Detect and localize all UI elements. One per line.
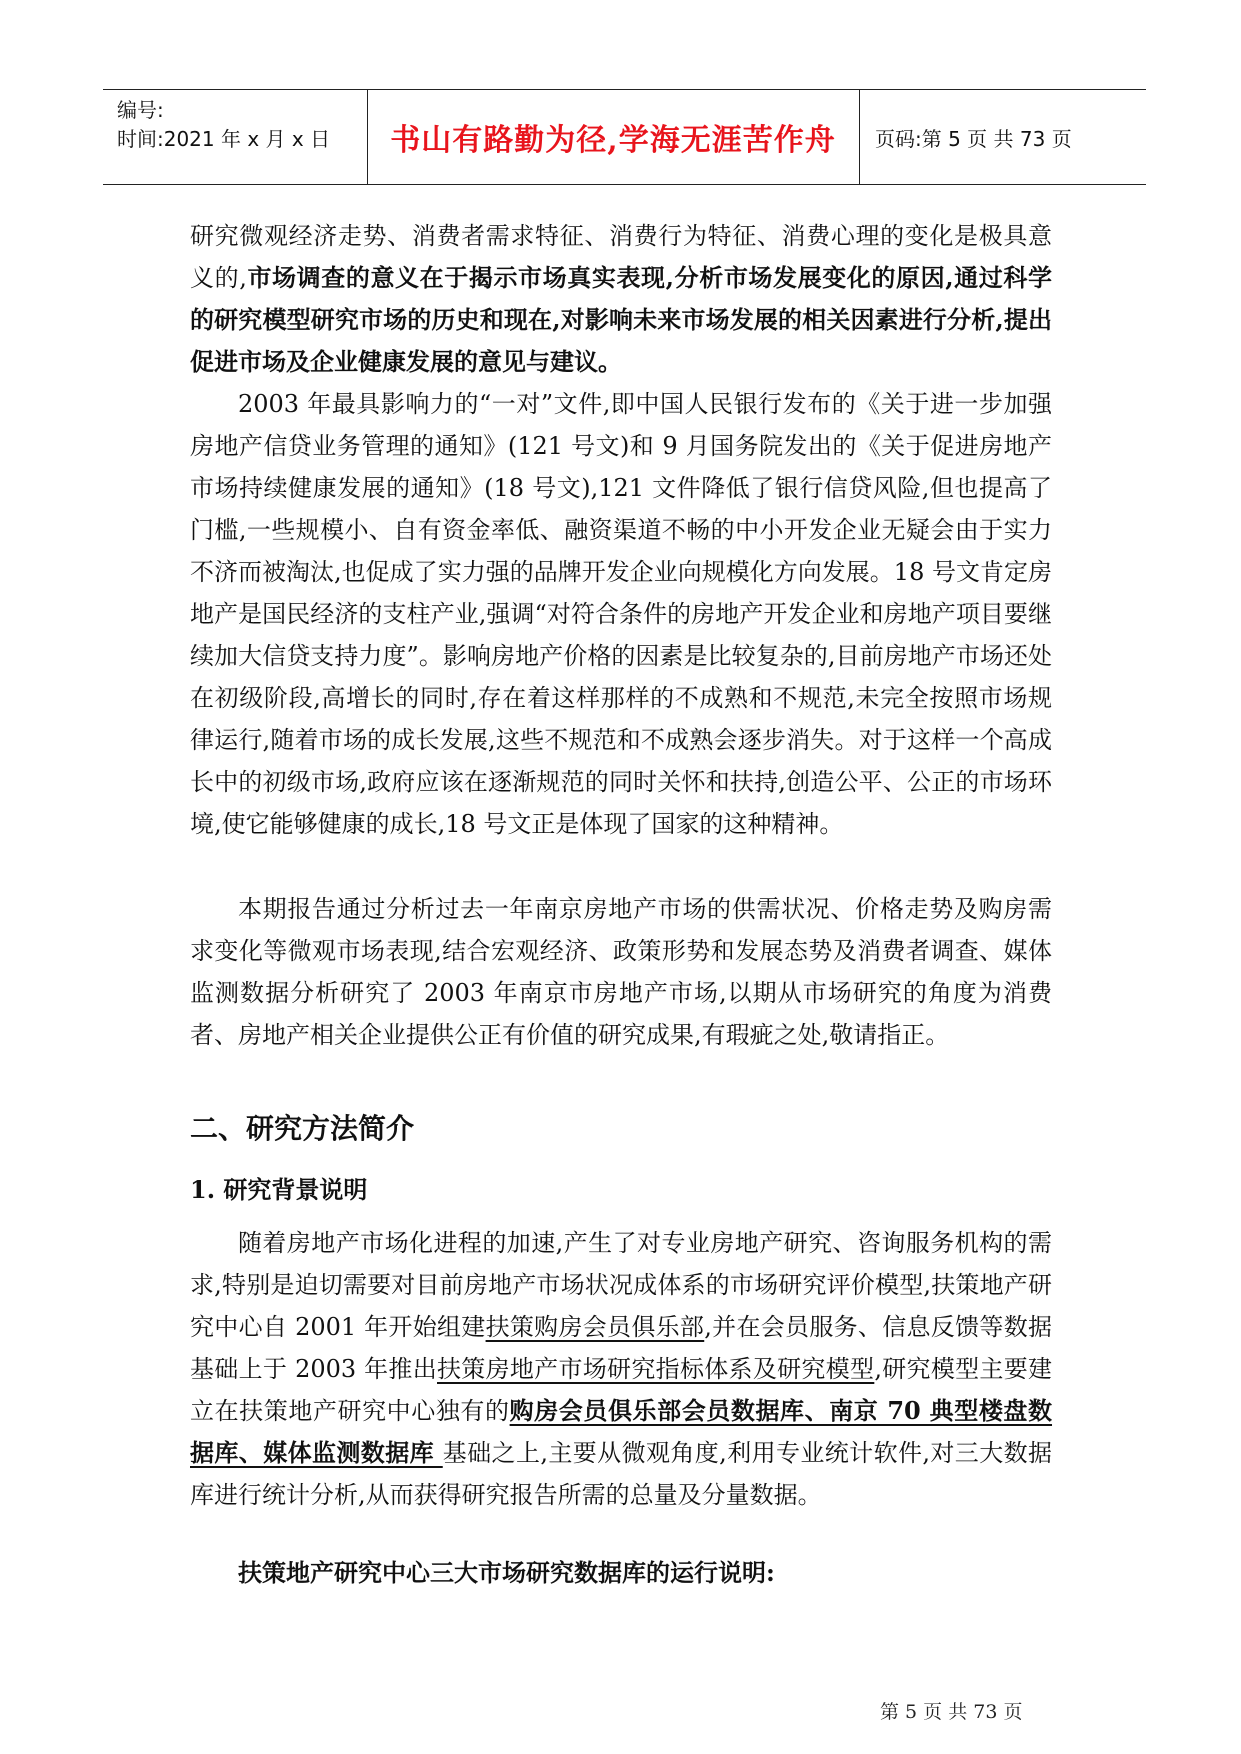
paragraph-intro-plain: 研究微观经济走势、消费者需求特征、消费行为特征、消费心理的变化是极具意义的, [190,222,1052,292]
header-divider [859,90,860,184]
document-header [103,89,1146,185]
subsection-title: 1. 研究背景说明 [190,1175,368,1204]
header-time-label: 时间:2021 年 x 月 x 日 [117,127,331,151]
paragraph-report [190,888,1052,1056]
paragraph-background-text: 基础之上,主要从微观角度,利用专业统计软件,对三大数据库进行统计分析,从而获得研究报告所需的总量及分量数据。 [190,1439,1052,1509]
club-link-text: 扶策购房会员俱乐部 [485,1313,705,1341]
paragraph-background-text: ,研究模型主要建立在扶策地产研究中心独有的 [190,1355,1053,1425]
paragraph-intro [190,215,1052,383]
paragraph-background [190,1222,1052,1516]
paragraph-policy [190,383,1052,845]
paragraph-background-text: ,并在会员服务、信息反馈等数据基础上于 2003 年推出 [190,1313,1052,1383]
model-link-text: 扶策房地产市场研究指标体系及研究模型 [437,1355,875,1383]
page-footer: 第 5 页 共 73 页 [880,1701,1023,1723]
section-title: 二、研究方法简介 [190,1112,415,1145]
header-number-label: 编号: [117,98,164,122]
paragraph-background-text: 随着房地产市场化进程的加速,产生了对专业房地产研究、咨询服务机构的需求,特别是迫切需要对目前房地产市场状况成体系的市场研究评价模型,扶策地产研究中心自 2001 年开始组建 [190,1229,1052,1341]
header-motto: 书山有路勤为径,学海无涯苦作舟 [390,123,836,158]
database-heading: 扶策地产研究中心三大市场研究数据库的运行说明: [238,1558,775,1587]
header-meta [117,96,330,154]
header-page-info: 页码:第 5 页 共 73 页 [875,126,1072,151]
paragraph-intro-bold: 市场调查的意义在于揭示市场真实表现,分析市场发展变化的原因,通过科学的研究模型研究市场的历史和现在,对影响未来市场发展的相关因素进行分析,提出促进市场及企业健康发展的意见与建议。 [190,263,1052,376]
paragraph-policy-text: 2003 年最具影响力的“一对”文件,即中国人民银行发布的《关于进一步加强房地产信贷业务管理的通知》(121 号文)和 9 月国务院发出的《关于促进房地产市场持续健康发展的通知》(18 号文),121 文件降低了银行信贷风险,但也提高了门槛,一些规模小、自有资金率低、融资渠道不畅的中小开发企业无疑会由于实力不济而被淘汰,也促成了实力强的品牌开发企业向规模化方向发展。18 号文肯定房地产是国民经济的支柱产业,强调“对符合条件的房地产开发企业和房地产项目要继续加大信贷支持力度”。影响房地产价格的因素是比较复杂的,目前房地产市场还处在初级阶段,高增长的同时,存在着这样那样的不成熟和不规范,未完全按照市场规律运行,随着市场的成长发展,这些不规范和不成熟会逐步消失。对于这样一个高成长中的初级市场,政府应该在逐渐规范的同时关怀和扶持,创造公平、公正的市场环境,使它能够健康的成长,18 号文正是体现了国家的这种精神。 [190,390,1052,838]
paragraph-report-text: 本期报告通过分析过去一年南京房地产市场的供需状况、价格走势及购房需求变化等微观市场表现,结合宏观经济、政策形势和发展态势及消费者调查、媒体监测数据分析研究了 2003 年南京市房地产市场,以期从市场研究的角度为消费者、房地产相关企业提供公正有价值的研究成果,有瑕疵之处,敬请指正。 [190,895,1052,1049]
databases-link-text: 购房会员俱乐部会员数据库、南京 70 典型楼盘数据库、媒体监测数据库 [190,1396,1053,1467]
